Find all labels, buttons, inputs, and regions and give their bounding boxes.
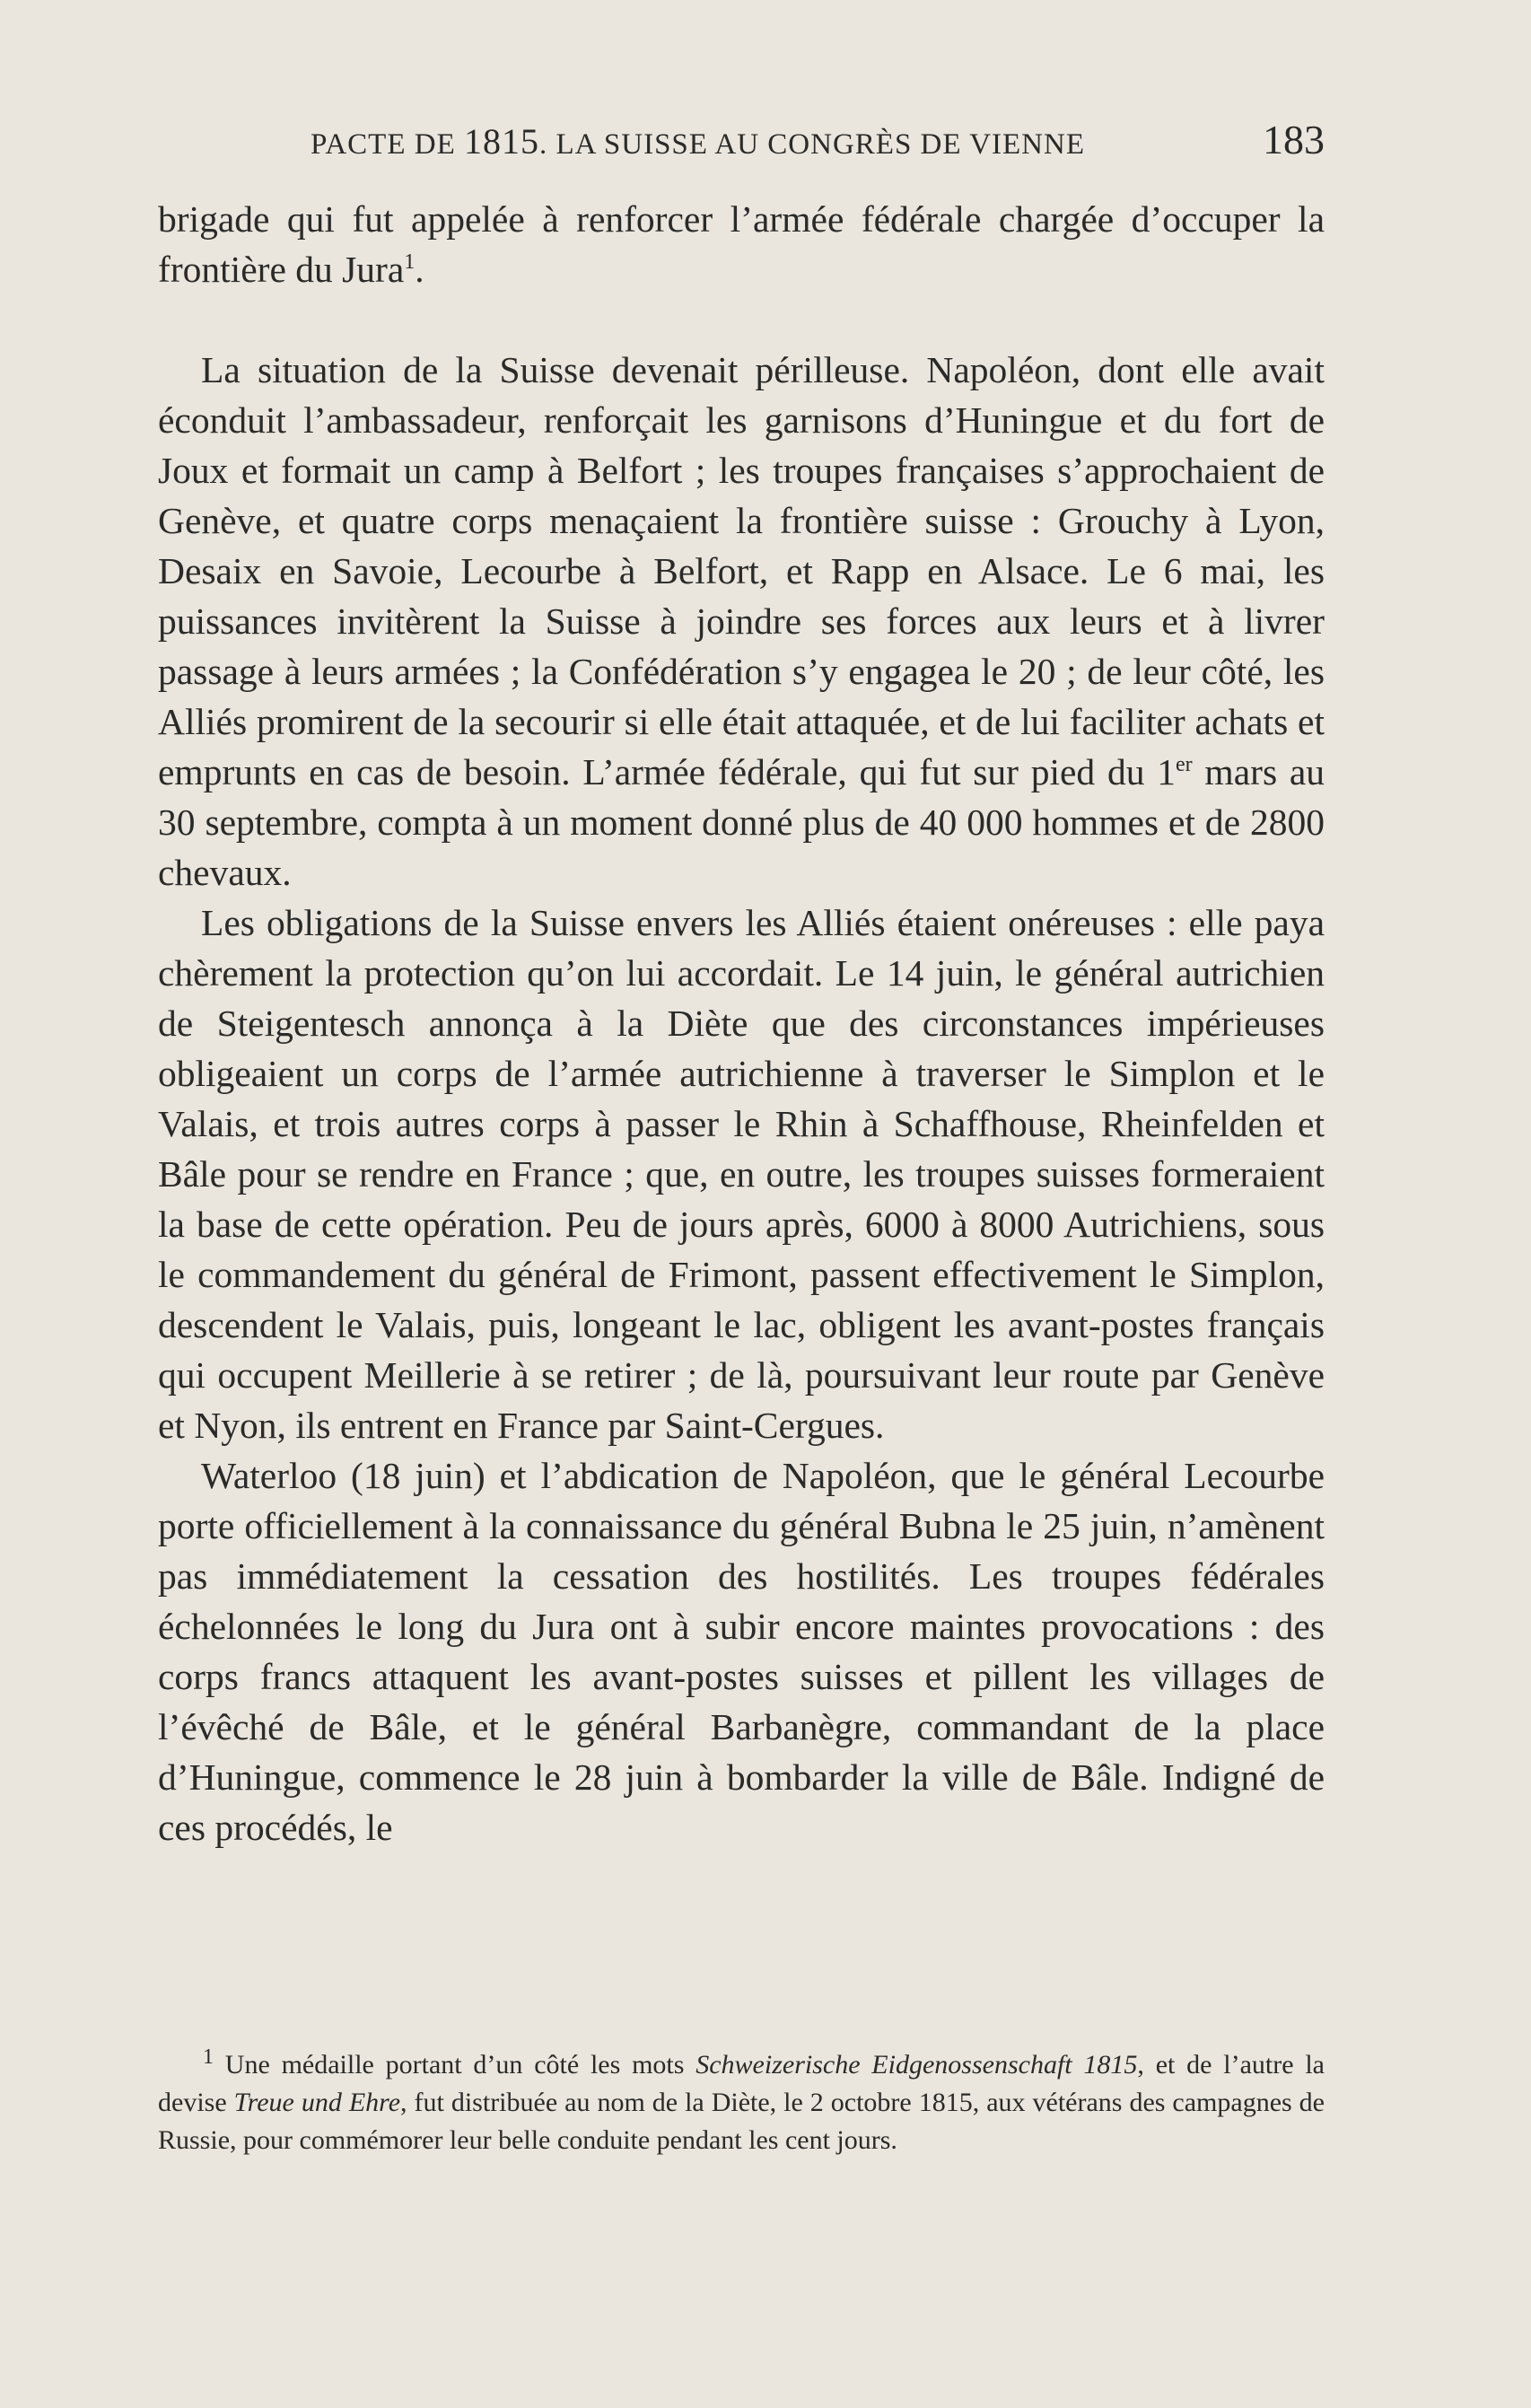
page-number: 183 bbox=[1263, 117, 1325, 162]
running-title-part1: PACTE DE bbox=[311, 128, 464, 161]
footnote-text-a: Une médaille portant d’un côté les mots bbox=[224, 2050, 685, 2080]
ordinal-number: 1 bbox=[1157, 751, 1176, 792]
paragraph-1-text: brigade qui fut appelée à renforcer l’armée fédérale chargée d’occuper la frontière du Jura bbox=[158, 198, 1325, 290]
footnote-reference: 1 bbox=[404, 250, 416, 275]
paragraph-obligations: Les obligations de la Suisse envers les Alliés étaient onéreuses : elle paya chèrement la protection qu’on lui accordait. Le 14 juin, le général autrichien de Steigentesch annonça à la Diète que des circonstances impérieuses obligeaient un corps de l’armée autrichienne à traverser le Simplon et le Valais, et trois autres corps à passer le Rhin à Schaffhouse, Rheinfelden et Bâle pour se rendre en France ; que, en outre, les troupes suisses formeraient la base de cette opération. Peu de jours après, 6000 à 8000 Autrichiens, sous le commandement du général de Frimont, passent effectivement le Simplon, descendent le Valais, puis, longeant le lac, obligent les avant-postes français qui occupent Meillerie à se retirer ; de là, poursuivant leur route par Genève et Nyon, ils entrent en France par Saint-Cergues. bbox=[158, 902, 1325, 1446]
paragraph-2-end: mars au 30 septembre, compta à un moment donné plus de 40 000 hommes et de 2800 chevaux. bbox=[158, 751, 1325, 893]
paragraph-2-text: La situation de la Suisse devenait périlleuse. Napoléon, dont elle avait éconduit l’ambassadeur, renforçait les garnisons d’Huningue et du fort de Joux et formait un camp à Belfort ; les troupes françaises s’approchaient de Genève, et quatre corps menaçaient la frontière suisse : Grouchy à Lyon, Desaix en Savoie, Lecourbe à Belfort, et Rapp en Alsace. Le 6 mai, les puissances invitèrent la Suisse à joindre ses forces aux leurs et à livrer passage à leurs armées ; la Confédération s’y engagea le 20 ; de leur côté, les Alliés promirent de la secourir si elle était attaquée, et de lui faciliter achats et emprunts en cas de besoin. L’armée fédérale, qui fut sur pied du bbox=[158, 349, 1325, 792]
footnote-number: 1 bbox=[203, 2045, 214, 2069]
running-title-year: 1815 bbox=[463, 121, 539, 162]
footnote-italic-device: Treue und Ehre bbox=[233, 2088, 401, 2117]
body-text bbox=[158, 194, 1325, 1852]
paragraph-1-tail: . bbox=[415, 249, 424, 290]
paragraph-continuation bbox=[158, 194, 1325, 294]
footnote-text-c: , fut distribuée au nom de la Diète, le 2 octobre 1815, aux vétérans des campagnes de Russie, pour commémorer leur belle conduite pendant les cent jours. bbox=[158, 2088, 1325, 2155]
running-title-part2: . LA SUISSE AU CONGRÈS DE VIENNE bbox=[538, 128, 1086, 161]
paragraph-waterloo: Waterloo (18 juin) et l’abdication de Napoléon, que le général Lecourbe porte officiellement à la connaissance du général Bubna le 25 juin, n’amènent pas immédiatement la cessation des hostilités. Les troupes fédérales échelonnées le long du Jura ont à subir encore maintes provocations : des corps francs attaquent les avant-postes suisses et pillent les villages de l’évêché de Bâle, et le général Barbanègre, commandant de la place d’Huningue, commence le 28 juin à bombarder la ville de Bâle. Indigné de ces procédés, le bbox=[158, 1455, 1325, 1848]
running-title bbox=[311, 122, 1085, 164]
page-header bbox=[158, 117, 1325, 171]
paragraph-situation bbox=[158, 345, 1325, 898]
footnotes bbox=[158, 2046, 1325, 2159]
ordinal-superscript: er bbox=[1175, 753, 1193, 777]
footnote-italic-motto: Schweizerische Eidgenossenschaft 1815 bbox=[696, 2050, 1138, 2080]
footnote-1 bbox=[158, 2046, 1325, 2159]
footnote-text-b: , et de l’autre la devise bbox=[158, 2050, 1325, 2117]
